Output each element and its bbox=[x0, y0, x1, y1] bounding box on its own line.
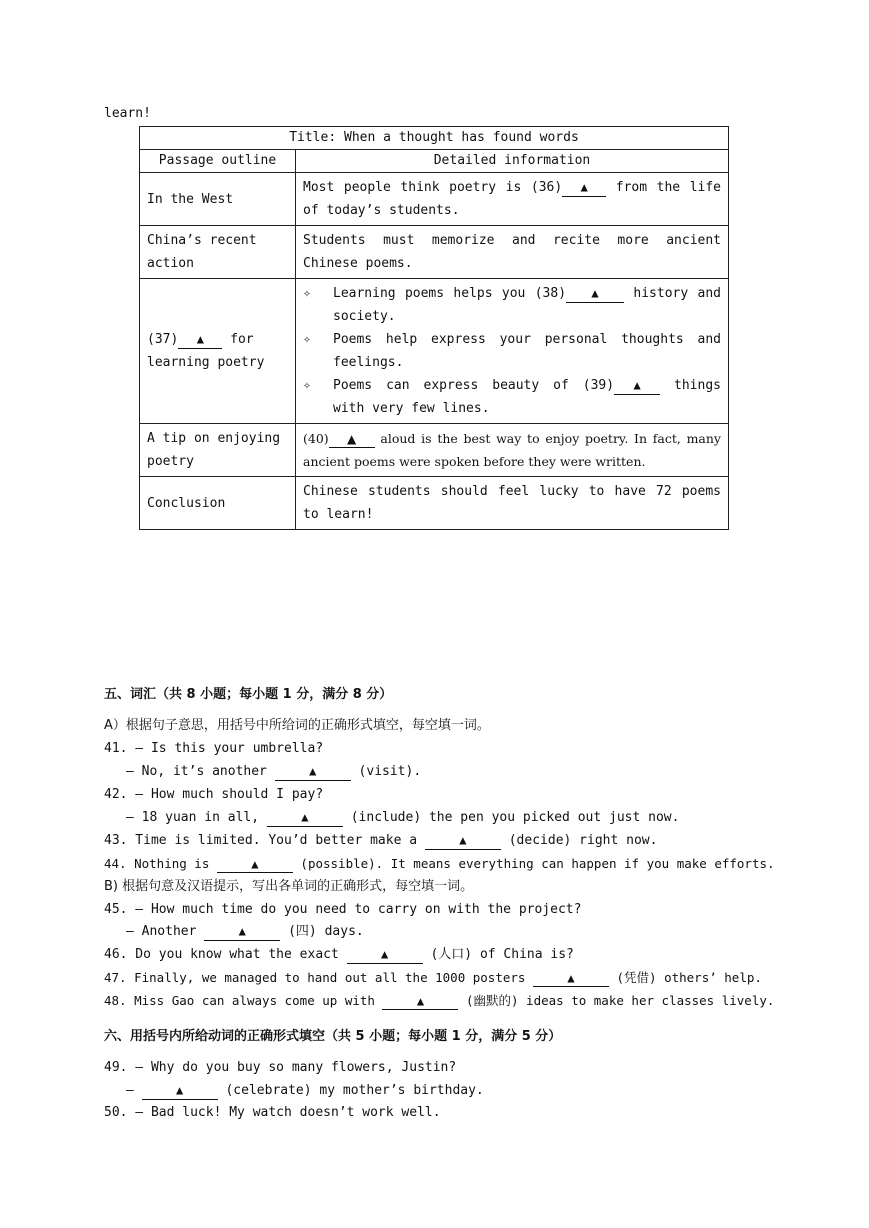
triangle-icon: ▲ bbox=[416, 994, 425, 1008]
question-41-answer-line bbox=[126, 760, 421, 783]
table-title: Title: When a thought has found words bbox=[140, 127, 729, 150]
question-text: (四) days. bbox=[280, 924, 364, 939]
question-text: 46. Do you know what the exact bbox=[104, 947, 347, 962]
outline-cell bbox=[140, 279, 296, 424]
question-text: (decide) right now. bbox=[500, 833, 658, 848]
question-text: (visit). bbox=[350, 764, 422, 779]
table-title-row bbox=[140, 127, 729, 150]
triangle-icon: ▲ bbox=[176, 1083, 184, 1097]
outline-cell: China’s recent action bbox=[140, 226, 296, 279]
question-text: — 18 yuan in all, bbox=[126, 810, 267, 825]
question-49-answer-line bbox=[126, 1079, 484, 1102]
triangle-icon: ▲ bbox=[459, 833, 467, 847]
answer-blank-38[interactable] bbox=[566, 285, 624, 303]
answer-blank-48[interactable] bbox=[382, 993, 458, 1010]
triangle-icon: ▲ bbox=[251, 857, 259, 871]
header-passage-outline: Passage outline bbox=[140, 150, 296, 173]
table-header-row bbox=[140, 150, 729, 173]
reason-list bbox=[303, 282, 721, 420]
diamond-bullet-icon: ✧ bbox=[303, 286, 311, 301]
answer-blank-41[interactable] bbox=[275, 763, 351, 781]
part-a-instruction: A）根据句子意思，用括号中所给词的正确形式填空，每空填一词。 bbox=[104, 718, 490, 733]
detail-cell: Chinese students should feel lucky to have 72 poems to learn! bbox=[296, 477, 729, 530]
outline-cell: In the West bbox=[140, 173, 296, 226]
answer-blank-39[interactable] bbox=[614, 377, 660, 395]
list-item bbox=[303, 282, 721, 328]
question-48 bbox=[104, 989, 774, 1012]
question-text: (人口) of China is? bbox=[422, 947, 574, 962]
table-row bbox=[140, 477, 729, 530]
outline-text: for learning poetry bbox=[147, 332, 265, 370]
triangle-icon: ▲ bbox=[347, 432, 357, 446]
detail-cell bbox=[296, 173, 729, 226]
table-row bbox=[140, 279, 729, 424]
triangle-icon: ▲ bbox=[196, 332, 204, 346]
detail-cell: Students must memorize and recite more ancient Chinese poems. bbox=[296, 226, 729, 279]
bullet-text: history and society. bbox=[333, 286, 721, 324]
answer-blank-43[interactable] bbox=[425, 832, 501, 850]
question-text: 44. Nothing is bbox=[104, 856, 217, 871]
diamond-bullet-icon: ✧ bbox=[303, 378, 311, 393]
answer-blank-45[interactable] bbox=[204, 923, 280, 941]
bullet-text: Learning poems helps you (38) bbox=[333, 286, 567, 301]
question-50-prompt: 50. — Bad luck! My watch doesn’t work well. bbox=[104, 1105, 441, 1120]
question-47 bbox=[104, 966, 762, 989]
question-42-answer-line bbox=[126, 806, 679, 829]
question-text: (celebrate) my mother’s birthday. bbox=[217, 1083, 484, 1098]
bullet-text: Poems can express beauty of (39) bbox=[333, 378, 615, 393]
answer-blank-44[interactable] bbox=[217, 856, 293, 873]
detail-cell bbox=[296, 424, 729, 477]
question-45-prompt: 45. — How much time do you need to carry on with the project? bbox=[104, 902, 582, 917]
table-row bbox=[140, 226, 729, 279]
table-row bbox=[140, 424, 729, 477]
question-49-prompt: 49. — Why do you buy so many flowers, Justin? bbox=[104, 1060, 457, 1075]
detail-cell bbox=[296, 279, 729, 424]
detail-text: from the life of today’s students. bbox=[303, 180, 721, 218]
detail-text: (40) bbox=[303, 431, 329, 446]
triangle-icon: ▲ bbox=[633, 378, 641, 392]
triangle-icon: ▲ bbox=[301, 810, 309, 824]
question-46 bbox=[104, 943, 574, 966]
outline-text: (37) bbox=[147, 332, 179, 347]
answer-blank-42[interactable] bbox=[267, 809, 343, 827]
part-b-instruction: B) 根据句意及汉语提示，写出各单词的正确形式，每空填一词。 bbox=[104, 879, 474, 894]
triangle-icon: ▲ bbox=[381, 947, 389, 961]
question-text: (幽默的) ideas to make her classes lively. bbox=[458, 993, 775, 1008]
list-item bbox=[303, 328, 721, 374]
outline-cell: A tip on enjoying poetry bbox=[140, 424, 296, 477]
answer-blank-37[interactable] bbox=[178, 331, 222, 349]
question-45-answer-line bbox=[126, 920, 364, 943]
question-44 bbox=[104, 852, 775, 875]
triangle-icon: ▲ bbox=[309, 764, 317, 778]
question-text: (include) the pen you picked out just now. bbox=[342, 810, 680, 825]
triangle-icon: ▲ bbox=[580, 180, 588, 194]
outline-cell: Conclusion bbox=[140, 477, 296, 530]
question-text: 43. Time is limited. You’d better make a bbox=[104, 833, 425, 848]
answer-blank-49[interactable] bbox=[142, 1082, 218, 1100]
detail-text: Most people think poetry is (36) bbox=[303, 180, 563, 195]
question-text: — Another bbox=[126, 924, 205, 939]
question-text: 48. Miss Gao can always come up with bbox=[104, 993, 383, 1008]
question-43 bbox=[104, 829, 657, 852]
question-text: (possible). It means everything can happen if you make efforts. bbox=[292, 856, 775, 871]
question-text: (凭借) others’ help. bbox=[608, 970, 762, 985]
question-42-prompt: 42. — How much should I pay? bbox=[104, 787, 324, 802]
triangle-icon: ▲ bbox=[567, 971, 575, 985]
section-6-title: 六、用括号内所给动词的正确形式填空（共 5 小题；每小题 1 分，满分 5 分） bbox=[104, 1029, 562, 1044]
detail-text: aloud is the best way to enjoy poetry. In fact, many ancient poems were spoken before they were written. bbox=[303, 431, 721, 469]
question-text: — No, it’s another bbox=[126, 764, 275, 779]
lead-word: learn! bbox=[104, 106, 151, 121]
question-text: — bbox=[126, 1083, 142, 1098]
passage-outline-table bbox=[139, 126, 729, 530]
question-text: 47. Finally, we managed to hand out all the 1000 posters bbox=[104, 970, 533, 985]
triangle-icon: ▲ bbox=[238, 924, 246, 938]
answer-blank-40[interactable] bbox=[329, 431, 375, 448]
table-row bbox=[140, 173, 729, 226]
section-5-title: 五、词汇（共 8 小题；每小题 1 分，满分 8 分） bbox=[104, 687, 393, 702]
answer-blank-47[interactable] bbox=[533, 970, 609, 987]
question-41-prompt: 41. — Is this your umbrella? bbox=[104, 741, 324, 756]
answer-blank-46[interactable] bbox=[347, 946, 423, 964]
header-detailed-information: Detailed information bbox=[296, 150, 729, 173]
diamond-bullet-icon: ✧ bbox=[303, 332, 311, 347]
bullet-text: Poems help express your personal thoughts and feelings. bbox=[333, 332, 721, 370]
list-item bbox=[303, 374, 721, 420]
answer-blank-36[interactable] bbox=[562, 179, 606, 197]
triangle-icon: ▲ bbox=[591, 286, 599, 300]
bullet-text: things with very few lines. bbox=[333, 378, 721, 416]
